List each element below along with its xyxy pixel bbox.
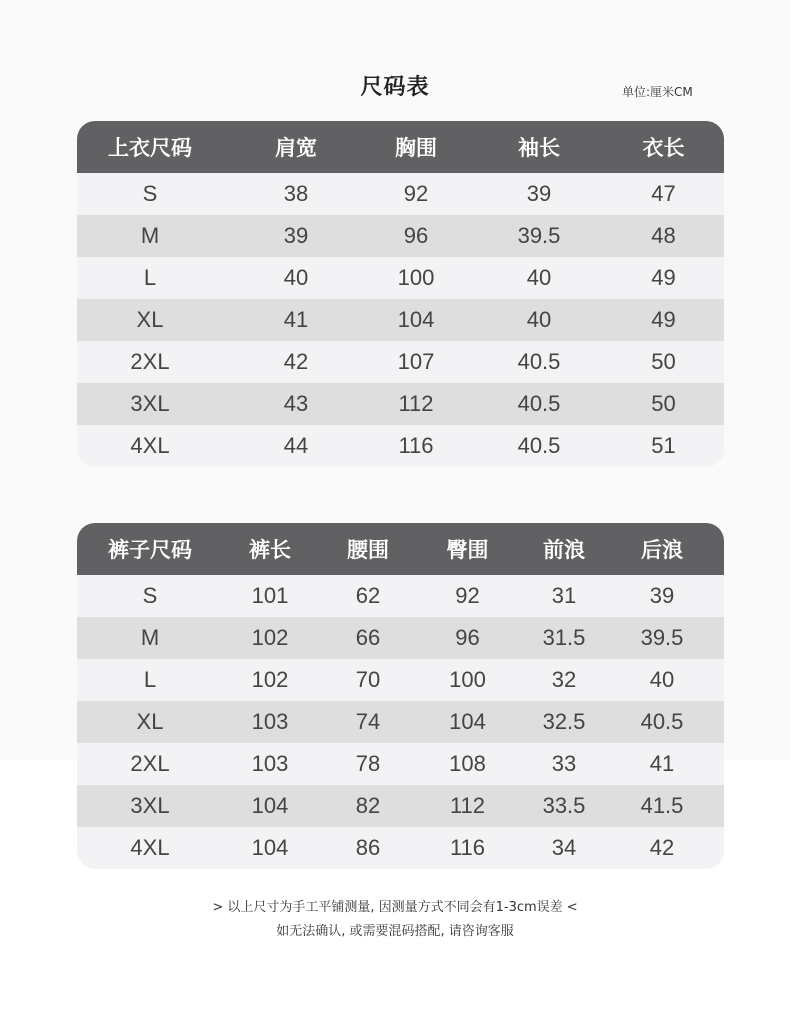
table-cell: M bbox=[140, 625, 160, 650]
table-cell: 50 bbox=[651, 391, 676, 416]
table-cell: 104 bbox=[449, 709, 486, 734]
table-cell: 103 bbox=[251, 709, 289, 734]
header-cell-waist: 腰围 bbox=[347, 538, 389, 562]
table-cell: L bbox=[143, 667, 157, 692]
table-cell: 48 bbox=[651, 223, 676, 248]
table-row bbox=[77, 173, 724, 215]
table-cell: 40 bbox=[649, 667, 675, 692]
table-cell: 96 bbox=[403, 223, 429, 248]
table-cell: 39 bbox=[283, 223, 309, 248]
table-row bbox=[77, 425, 724, 467]
table-row bbox=[77, 827, 724, 869]
table-cell: 44 bbox=[283, 433, 309, 458]
table-row bbox=[77, 299, 724, 341]
table-cell: 62 bbox=[355, 583, 381, 608]
table-cell: 40.5 bbox=[517, 433, 561, 458]
table-cell: 39.5 bbox=[517, 223, 561, 248]
page-title: 尺码表 bbox=[360, 75, 430, 100]
table-row bbox=[77, 257, 724, 299]
table-header-row bbox=[77, 523, 724, 575]
header-cell-hip: 臀围 bbox=[446, 538, 489, 562]
table-cell: M bbox=[140, 223, 160, 248]
table-cell: 40.5 bbox=[517, 349, 561, 374]
table-cell: 92 bbox=[403, 181, 429, 206]
header-cell-pants-length: 裤长 bbox=[249, 538, 291, 562]
table-cell: 40.5 bbox=[640, 709, 684, 734]
header-cell-size: 上衣尺码 bbox=[108, 136, 192, 160]
table-cell: 104 bbox=[397, 307, 435, 332]
table-row bbox=[77, 617, 724, 659]
table-cell: 112 bbox=[398, 391, 434, 416]
table-cell: 104 bbox=[251, 793, 289, 818]
table-cell: 33.5 bbox=[542, 793, 586, 818]
header-cell-length: 衣长 bbox=[642, 136, 685, 160]
header-cell-size: 裤子尺码 bbox=[108, 538, 192, 562]
table-cell: 34 bbox=[551, 835, 577, 860]
table-cell: 66 bbox=[355, 625, 381, 650]
table-cell: 96 bbox=[455, 625, 480, 650]
pants-size-table bbox=[77, 523, 724, 869]
table-cell: 40.5 bbox=[517, 391, 561, 416]
table-row bbox=[77, 575, 724, 617]
table-cell: 100 bbox=[449, 667, 486, 692]
table-cell: 3XL bbox=[130, 793, 170, 818]
table-cell: 101 bbox=[251, 583, 289, 608]
table-cell: 2XL bbox=[130, 349, 170, 374]
table-cell: 42 bbox=[649, 835, 675, 860]
table-cell: 82 bbox=[355, 793, 381, 818]
table-cell: 2XL bbox=[130, 751, 170, 776]
table-cell: XL bbox=[136, 307, 164, 332]
table-cell: 116 bbox=[449, 835, 486, 860]
table-cell: 102 bbox=[251, 667, 289, 692]
table-cell: 50 bbox=[651, 349, 676, 374]
table-cell: 31.5 bbox=[542, 625, 586, 650]
table-cell: 49 bbox=[651, 307, 676, 332]
table-cell: 40 bbox=[283, 265, 309, 290]
table-row bbox=[77, 785, 724, 827]
table-cell: 47 bbox=[651, 181, 676, 206]
table-row bbox=[77, 215, 724, 257]
table-row bbox=[77, 383, 724, 425]
table-cell: 41 bbox=[649, 751, 675, 776]
table-cell: L bbox=[143, 265, 157, 290]
table-cell: 108 bbox=[449, 751, 486, 776]
measurement-note: > 以上尺寸为手工平铺测量, 因测量方式不同会有1-3cm误差 < bbox=[212, 900, 578, 915]
table-cell: XL bbox=[136, 709, 164, 734]
table-cell: 43 bbox=[283, 391, 309, 416]
header-cell-sleeve: 袖长 bbox=[518, 136, 560, 160]
support-note: 如无法确认, 或需要混码搭配, 请咨询客服 bbox=[276, 924, 514, 939]
table-cell: 38 bbox=[283, 181, 309, 206]
unit-label: 单位:厘米CM bbox=[622, 85, 693, 99]
table-cell: 100 bbox=[397, 265, 435, 290]
table-row bbox=[77, 701, 724, 743]
table-cell: 41 bbox=[283, 307, 309, 332]
table-cell: 112 bbox=[449, 793, 486, 818]
table-row bbox=[77, 341, 724, 383]
table-cell: 49 bbox=[651, 265, 676, 290]
table-row bbox=[77, 659, 724, 701]
table-cell: 102 bbox=[251, 625, 289, 650]
table-cell: 40 bbox=[526, 265, 552, 290]
header-cell-chest: 胸围 bbox=[395, 136, 437, 160]
table-cell: 86 bbox=[355, 835, 381, 860]
table-cell: 51 bbox=[651, 433, 676, 458]
table-cell: 104 bbox=[251, 835, 289, 860]
header-cell-shoulder: 肩宽 bbox=[275, 136, 317, 160]
table-cell: S bbox=[142, 583, 158, 608]
table-cell: S bbox=[142, 181, 158, 206]
table-cell: 39 bbox=[526, 181, 552, 206]
table-cell: 33 bbox=[551, 751, 577, 776]
table-cell: 4XL bbox=[130, 433, 170, 458]
table-cell: 4XL bbox=[130, 835, 170, 860]
table-cell: 42 bbox=[283, 349, 309, 374]
table-header-row bbox=[77, 121, 724, 173]
table-cell: 40 bbox=[526, 307, 552, 332]
table-cell: 31 bbox=[551, 583, 577, 608]
table-cell: 103 bbox=[251, 751, 289, 776]
table-cell: 116 bbox=[398, 433, 434, 458]
table-cell: 74 bbox=[355, 709, 381, 734]
table-cell: 3XL bbox=[130, 391, 170, 416]
table-cell: 32.5 bbox=[542, 709, 586, 734]
table-cell: 41.5 bbox=[640, 793, 684, 818]
table-cell: 39 bbox=[649, 583, 675, 608]
header-cell-back-rise: 后浪 bbox=[641, 538, 683, 562]
top-size-table bbox=[77, 121, 724, 467]
header-cell-front-rise: 前浪 bbox=[543, 538, 585, 562]
table-cell: 39.5 bbox=[640, 625, 684, 650]
table-cell: 107 bbox=[397, 349, 435, 374]
table-cell: 78 bbox=[355, 751, 381, 776]
table-row bbox=[77, 743, 724, 785]
table-cell: 32 bbox=[551, 667, 577, 692]
table-cell: 92 bbox=[455, 583, 480, 608]
table-cell: 70 bbox=[355, 667, 381, 692]
